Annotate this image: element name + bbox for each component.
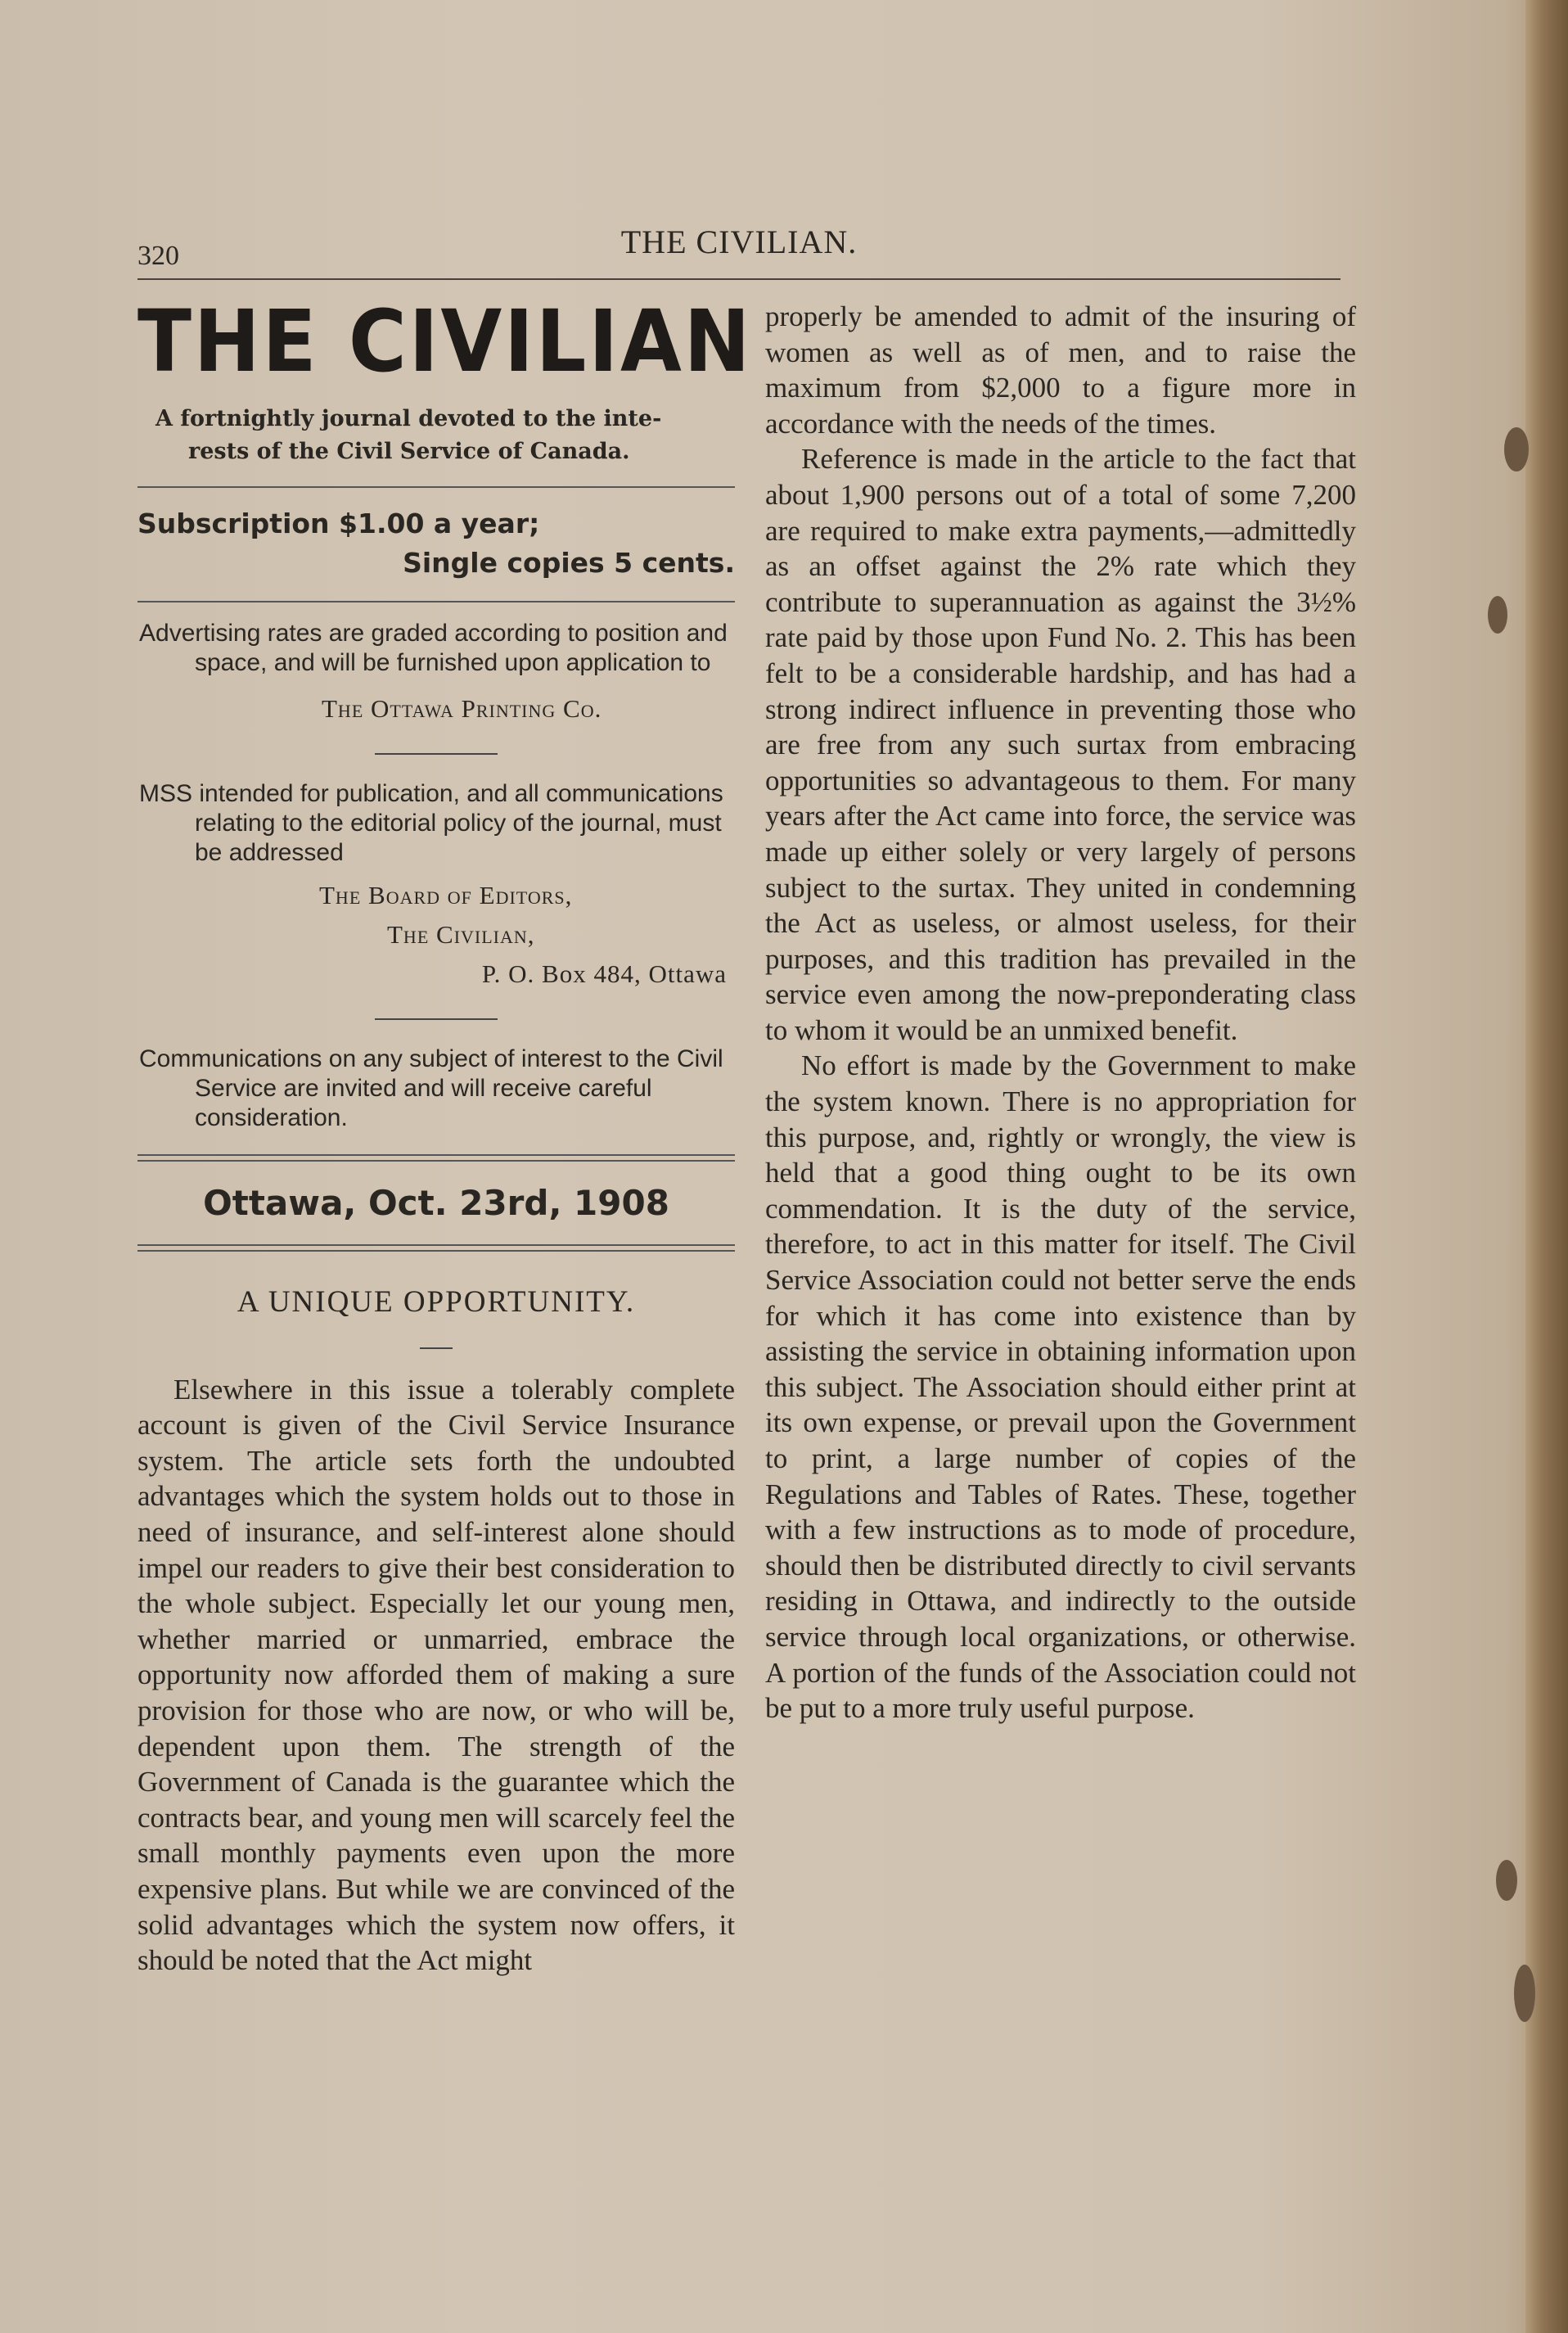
double-divider [137,1154,735,1162]
subscription-price: Subscription $1.00 a year; [137,507,540,539]
article-paragraph: No effort is made by the Government to make the system known. There is no appropriation for this purpose, and, rightly or wrongly, the view is held that a good thing ought to be its own commendation. It is the duty of the service, therefore, to act in this matter for itself. The Civil Service Association could not better serve the ends for which it has come into existence than by assisting the service in obtaining information upon this subject. The Association should either print at its own expense, or prevail upon the Government to print, a large number of copies of the Regulations and Tables of Rates. These, together with a few instructions as to mode of procedure, should then be distributed directly to civil servants residing in Ottawa, and indirectly to the outside service through local organizations, or otherwise. A portion of the funds of the Association could not be put to a more truly useful purpose. [765,1049,1356,1725]
advertising-notice: Advertising rates are graded according to position and space, and will be furnished upon application to [139,619,728,676]
paper-blemish [1504,427,1529,472]
divider [137,601,735,602]
editors-address-line: The Board of Editors, [319,880,573,909]
article-title: A UNIQUE OPPORTUNITY. [237,1284,636,1319]
editors-address-line: The Civilian, [387,919,535,949]
article-paragraph: Reference is made in the article to the fact that about 1,900 persons out of a total of some 7,200 are required to make extra payments,—admittedly as an offset against the 2% rate which they contribute to superannuation as against the 3½% rate paid by those upon Fund No. 2. This has been felt to be a considerable hardship, and has had a strong indirect influence in preventing those who are free from any such surtax from embracing opportunities so advantageous to them. For many years after the Act came into force, the service was made up either solely or very largely of persons subject to the surtax. They united in condemning the Act as useless, or almost useless, for their purposes, and this tradition has prevailed in the service even among the now-preponderating class to whom it would be an unmixed benefit. [765,443,1356,1046]
right-column [765,299,1356,1726]
double-divider [137,1244,735,1252]
tagline-line-1: A fortnightly journal devoted to the inte- [155,405,662,431]
communications-notice: Communications on any subject of interest to the Civil Service are invited and will receive careful consideration. [139,1045,723,1131]
dateline: Ottawa, Oct. 23rd, 1908 [203,1182,669,1223]
editors-address-line: P. O. Box 484, Ottawa [481,959,727,988]
divider [375,753,498,755]
running-head [137,223,1340,272]
paper-blemish [1488,596,1507,634]
divider [375,1018,498,1020]
page-number: 320 [137,241,179,271]
tagline-line-2: rests of the Civil Service of Canada. [188,438,630,464]
article-paragraph: properly be amended to admit of the insuring of women as well as of men, and to raise the maximum from $2,000 to a figure more in accordance with the needs of the times. [765,300,1356,440]
article-paragraph: Elsewhere in this issue a tolerably complete account is given of the Civil Service Insurance system. The article sets forth the undoubted advantages which the system holds out to those in need of insurance, and self-interest alone should impel our readers to give their best consideration to the whole subject. Especially let our young men, whether married or unmarried, embrace the opportunity now afforded them of making a sure provision for those who are now, or who will be, dependent upon them. The strength of the Government of Canada is the guarantee which the contracts bear, and young men will scarcely feel the small monthly payments even upon the more expensive plans. But while we are convinced of the solid advantages which the system now offers, it should be noted that the Act might [137,1373,735,1977]
mss-notice: MSS intended for publication, and all communications relating to the editorial policy of the journal, must be addressed [139,779,723,866]
running-title: THE CIVILIAN. [620,223,858,260]
left-column [137,291,753,1979]
divider [137,486,735,488]
paper-blemish [1496,1860,1517,1901]
masthead-tagline [155,403,735,468]
header-rule [137,278,1340,280]
masthead-title: THE CIVILIAN [137,291,753,391]
single-copy-price: Single copies 5 cents. [403,546,735,579]
publisher-name: The Ottawa Printing Co. [322,693,602,723]
paper-blemish [1514,1965,1535,2022]
title-dash [420,1347,453,1349]
